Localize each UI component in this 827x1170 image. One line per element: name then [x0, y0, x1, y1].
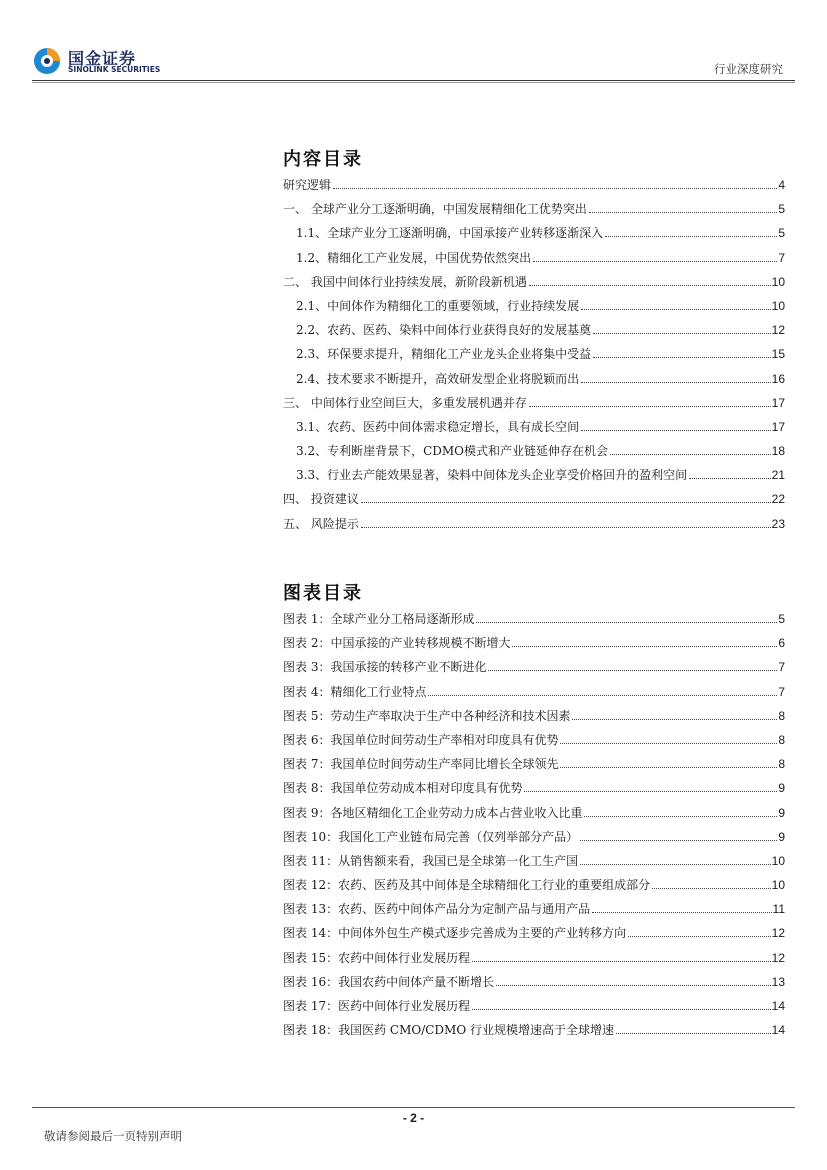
figure-entry[interactable] [283, 997, 785, 1021]
toc-entry[interactable] [283, 515, 785, 539]
toc-entry-page-number: 22 [771, 492, 785, 507]
logo-chinese-name: 国金证券 [68, 49, 137, 68]
toc-entry[interactable] [283, 200, 785, 224]
toc-entry[interactable] [283, 176, 785, 200]
figure-entry-text: 图表 7：我国单位时间劳动生产率同比增长全球领先 [283, 757, 559, 772]
figure-entry[interactable] [283, 658, 785, 682]
toc-entry-page-number: 12 [771, 323, 785, 338]
toc-entry-page-number: 5 [778, 202, 785, 217]
figure-entry-text: 图表 9：各地区精细化工企业劳动力成本占营业收入比重 [283, 805, 583, 820]
toc-entry[interactable] [283, 297, 785, 321]
figure-entry-text: 图表 16：我国农药中间体产量不断增长 [283, 974, 495, 989]
dot-leader [560, 767, 777, 768]
header-divider [32, 80, 795, 81]
toc-entry-text: 2.4、技术要求不断提升，高效研发型企业将脱颖而出 [296, 371, 580, 386]
figure-entry-page-number: 14 [771, 999, 785, 1013]
dot-leader [361, 527, 771, 528]
figure-entry-text: 图表 14：中间体外包生产模式逐步完善成为主要的产业转移方向 [283, 926, 627, 941]
figure-entry-text: 图表 12：农药、医药及其中间体是全球精细化工行业的重要组成部分 [283, 878, 651, 893]
dot-leader [361, 502, 771, 503]
page-number: - 2 - [402, 1111, 425, 1125]
dot-leader [689, 478, 771, 479]
figure-entry-page-number: 10 [771, 878, 785, 893]
figure-entry-page-number: 8 [778, 708, 785, 723]
toc-entry-text: 五、 风险提示 [283, 516, 359, 531]
dot-leader [593, 357, 771, 358]
toc-entry-page-number: 5 [778, 226, 785, 241]
figure-entry[interactable] [283, 876, 785, 900]
toc-entry-page-number: 17 [771, 419, 785, 434]
toc-entry-text: 3.2、专利断崖背景下，CDMO模式和产业链延伸存在机会 [296, 444, 609, 459]
dot-leader [581, 382, 771, 383]
dot-leader [333, 188, 777, 189]
toc-entry[interactable] [283, 321, 785, 345]
dot-leader [584, 816, 777, 817]
report-type-label: 行业深度研究 [714, 62, 783, 76]
toc-entry-page-number: 4 [778, 178, 785, 192]
dot-leader [589, 212, 777, 213]
dot-leader [628, 936, 771, 937]
toc-entry[interactable] [283, 418, 785, 442]
toc-entry[interactable] [283, 394, 785, 418]
toc-entry-page-number: 16 [771, 371, 785, 386]
toc-entry[interactable] [283, 345, 785, 369]
figure-entry[interactable] [283, 610, 785, 634]
toc-entry-text: 1.1、全球产业分工逐渐明确，中国承接产业转移逐渐深入 [296, 226, 604, 241]
figure-entry[interactable] [283, 1021, 785, 1045]
figure-entry-page-number: 12 [771, 950, 785, 965]
figure-entry[interactable] [283, 755, 785, 779]
toc-entry-text: 2.2、农药、医药、染料中间体行业获得良好的发展基奠 [296, 323, 592, 338]
figure-entry-text: 图表 18：我国医药 CMO/CDMO 行业规模增速高于全球增速 [283, 1023, 614, 1038]
figure-entry-page-number: 14 [771, 1023, 785, 1038]
dot-leader [581, 309, 771, 310]
toc-entry-page-number: 15 [771, 347, 785, 362]
figure-entry-text: 图表 4：精细化工行业特点 [283, 684, 427, 699]
figure-entry[interactable] [283, 804, 785, 828]
dot-leader [529, 285, 771, 286]
toc-entry[interactable] [283, 249, 785, 273]
toc-list [283, 176, 785, 539]
figures-title: 图表目录 [283, 583, 363, 604]
figure-entry-page-number: 11 [772, 902, 785, 917]
figure-entry-text: 图表 8：我国单位劳动成本相对印度具有优势 [283, 781, 523, 796]
logo-english-name: SINOLINK SECURITIES [68, 65, 161, 74]
figure-entry[interactable] [283, 731, 785, 755]
figure-entry-page-number: 12 [771, 926, 785, 941]
figures-list [283, 610, 785, 1045]
toc-entry[interactable] [283, 466, 785, 490]
dot-leader [580, 840, 777, 841]
figure-entry-text: 图表 10：我国化工产业链布局完善（仅列举部分产品） [283, 829, 579, 844]
figure-entry-page-number: 6 [778, 636, 785, 651]
toc-entry-page-number: 7 [778, 250, 785, 265]
figure-entry[interactable] [283, 634, 785, 658]
toc-entry-page-number: 18 [771, 444, 785, 459]
figure-entry[interactable] [283, 683, 785, 707]
figure-entry[interactable] [283, 973, 785, 997]
dot-leader [605, 236, 777, 237]
toc-entry-text: 研究逻辑 [283, 178, 332, 192]
figure-entry-text: 图表 5：劳动生产率取决于生产中各种经济和技术因素 [283, 708, 571, 723]
toc-entry-text: 1.2、精细化工产业发展，中国优势依然突出 [296, 250, 532, 265]
toc-entry-text: 四、 投资建议 [283, 492, 359, 507]
dot-leader [592, 912, 771, 913]
figure-entry[interactable] [283, 779, 785, 803]
toc-entry[interactable] [283, 370, 785, 394]
dot-leader [512, 646, 777, 647]
toc-entry-text: 3.3、行业去产能效果显著，染料中间体龙头企业享受价格回升的盈利空间 [296, 468, 688, 483]
figure-entry-page-number: 5 [778, 612, 785, 626]
dot-leader [533, 261, 777, 262]
figure-entry-page-number: 9 [778, 805, 785, 820]
toc-entry-text: 一、 全球产业分工逐渐明确，中国发展精细化工优势突出 [283, 202, 587, 217]
figure-entry-text: 图表 1：全球产业分工格局逐渐形成 [283, 612, 475, 626]
toc-entry-text: 3.1、农药、医药中间体需求稳定增长，具有成长空间 [296, 419, 580, 434]
disclaimer-note: 敬请参阅最后一页特别声明 [44, 1129, 182, 1143]
toc-entry-page-number: 10 [771, 274, 785, 289]
figure-entry-page-number: 13 [771, 974, 785, 989]
dot-leader [428, 695, 777, 696]
toc-entry[interactable] [283, 224, 785, 248]
toc-entry-page-number: 23 [771, 516, 785, 531]
figure-entry-text: 图表 2：中国承接的产业转移规模不断增大 [283, 636, 511, 651]
dot-leader [529, 406, 771, 407]
dot-leader [580, 864, 771, 865]
toc-entry-page-number: 17 [771, 395, 785, 410]
figure-entry-page-number: 10 [771, 853, 785, 868]
footer-divider [32, 1107, 795, 1108]
dot-leader [610, 454, 771, 455]
figure-entry-text: 图表 11：从销售额来看，我国已是全球第一化工生产国 [283, 853, 579, 868]
figure-entry-page-number: 9 [778, 781, 785, 796]
dot-leader [652, 888, 771, 889]
figure-entry-text: 图表 6：我国单位时间劳动生产率相对印度具有优势 [283, 732, 559, 747]
figure-entry-page-number: 7 [778, 684, 785, 699]
dot-leader [572, 719, 777, 720]
toc-entry-text: 2.3、环保要求提升，精细化工产业龙头企业将集中受益 [296, 347, 592, 362]
figure-entry-text: 图表 3：我国承接的转移产业不断进化 [283, 660, 487, 675]
dot-leader [472, 961, 771, 962]
toc-entry[interactable] [283, 442, 785, 466]
sinolink-logo-icon [32, 46, 62, 76]
figure-entry-page-number: 9 [778, 829, 785, 844]
toc-entry-text: 三、 中间体行业空间巨大，多重发展机遇并存 [283, 395, 527, 410]
figure-entry[interactable] [283, 828, 785, 852]
dot-leader [476, 622, 777, 623]
figure-entry[interactable] [283, 924, 785, 948]
dot-leader [560, 743, 777, 744]
figure-entry[interactable] [283, 949, 785, 973]
toc-entry-text: 2.1、中间体作为精细化工的重要领域，行业持续发展 [296, 298, 580, 313]
dot-leader [593, 333, 771, 334]
company-logo [32, 46, 161, 76]
dot-leader [524, 791, 777, 792]
figure-entry-text: 图表 17：医药中间体行业发展历程 [283, 999, 471, 1013]
toc-entry-page-number: 21 [771, 468, 785, 483]
page-header [0, 0, 827, 90]
header-divider-thin [32, 82, 795, 83]
toc-entry-page-number: 10 [771, 298, 785, 313]
figure-entry-page-number: 8 [778, 757, 785, 772]
toc-entry[interactable] [283, 490, 785, 514]
dot-leader [496, 985, 771, 986]
dot-leader [488, 670, 777, 671]
toc-entry[interactable] [283, 273, 785, 297]
dot-leader [581, 430, 771, 431]
figure-entry[interactable] [283, 900, 785, 924]
figure-entry[interactable] [283, 707, 785, 731]
figure-entry-text: 图表 15：农药中间体行业发展历程 [283, 950, 471, 965]
figure-entry-page-number: 8 [778, 732, 785, 747]
dot-leader [616, 1033, 771, 1034]
dot-leader [472, 1009, 771, 1010]
figure-entry[interactable] [283, 852, 785, 876]
figure-entry-text: 图表 13：农药、医药中间体产品分为定制产品与通用产品 [283, 902, 591, 917]
toc-title: 内容目录 [283, 149, 363, 170]
toc-entry-text: 二、 我国中间体行业持续发展，新阶段新机遇 [283, 274, 527, 289]
figure-entry-page-number: 7 [778, 660, 785, 675]
